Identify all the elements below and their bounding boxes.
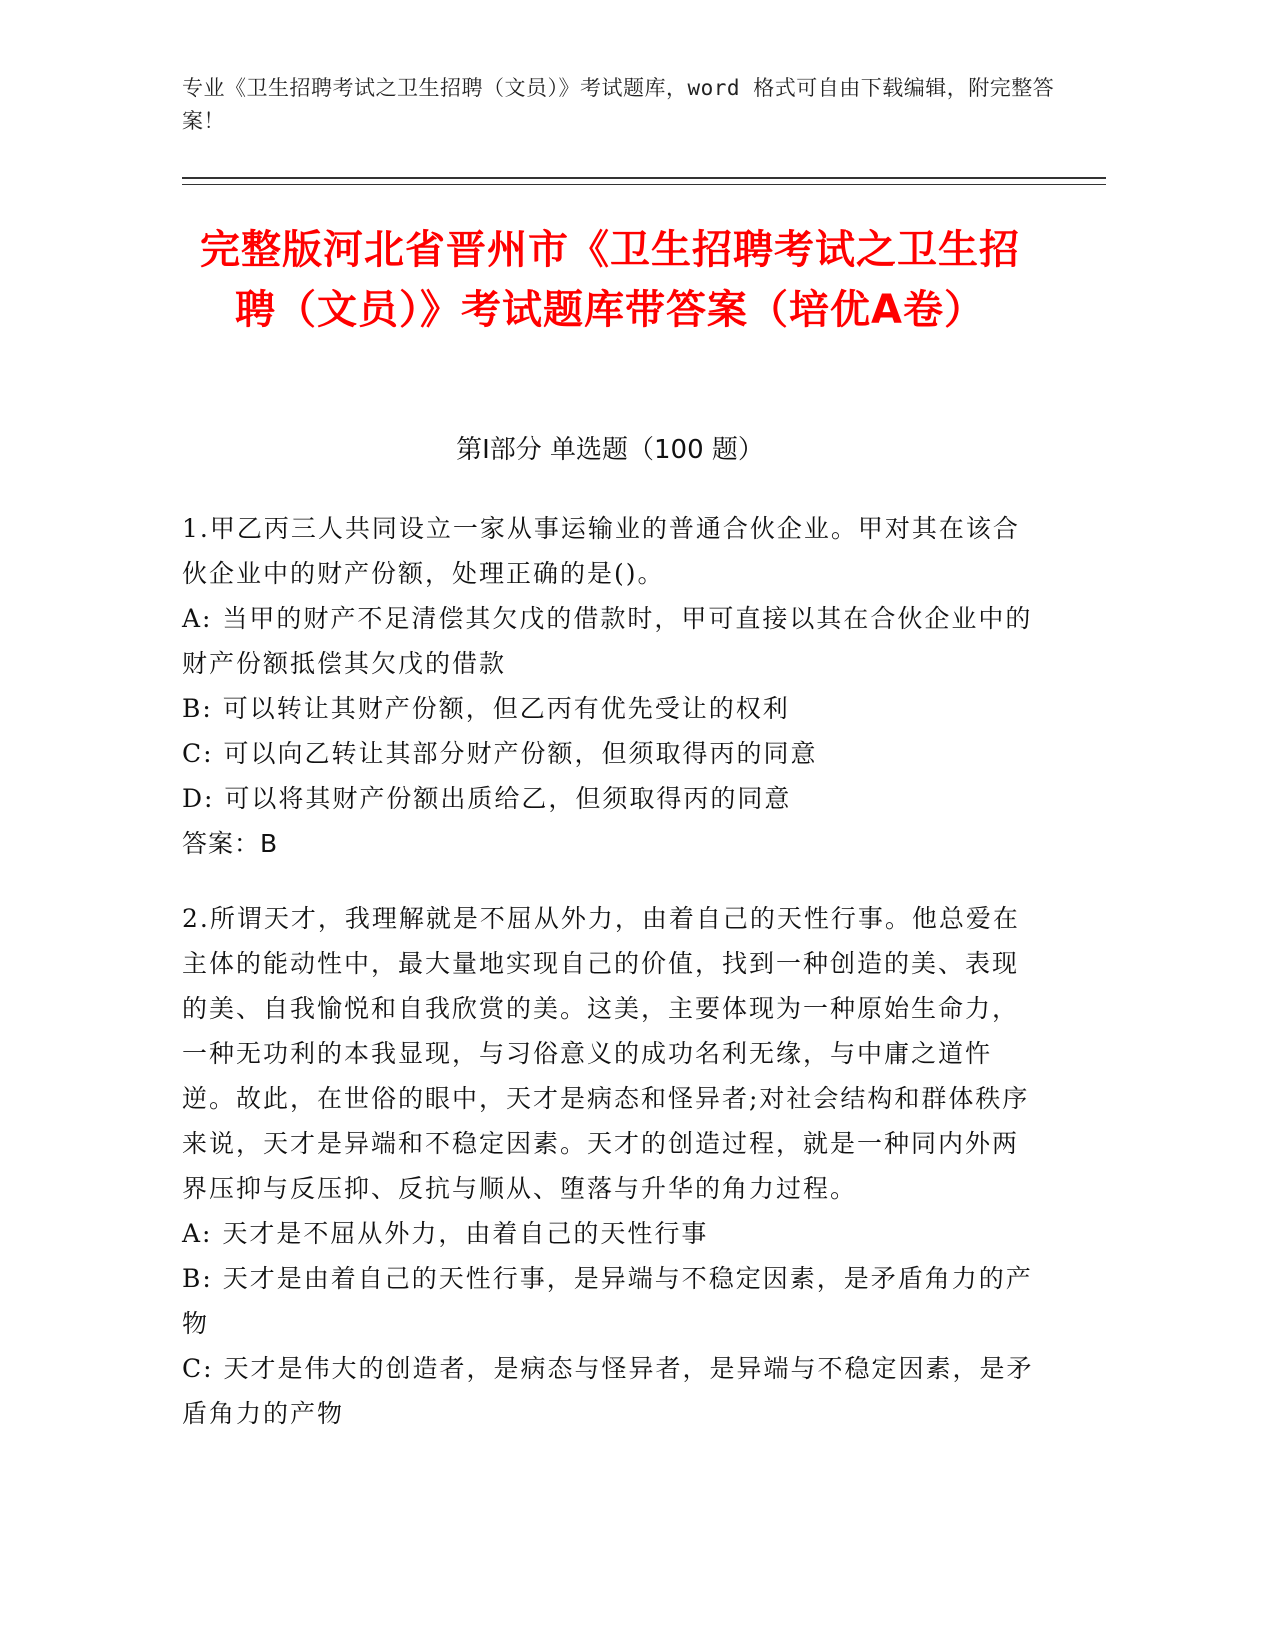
option-c: C: 天才是伟大的创造者，是病态与怪异者，是异端与不稳定因素，是矛盾角力的产物: [182, 1354, 1034, 1428]
question-1: [182, 506, 1042, 866]
header-divider-thin: [182, 184, 1106, 185]
option-b: B: 可以转让其财产份额，但乙丙有优先受让的权利: [182, 694, 790, 723]
question-2: [182, 896, 1042, 1436]
option-b: B: 天才是由着自己的天性行事，是异端与不稳定因素，是矛盾角力的产物: [182, 1264, 1033, 1338]
question-stem: 1.甲乙丙三人共同设立一家从事运输业的普通合伙企业。甲对其在该合伙企业中的财产份额，处理正确的是()。: [182, 514, 1020, 588]
section-heading: 第Ⅰ部分 单选题（100 题）: [456, 435, 764, 465]
option-a: A: 天才是不屈从外力，由着自己的天性行事: [182, 1219, 709, 1248]
option-d: D: 可以将其财产份额出质给乙，但须取得丙的同意: [182, 784, 792, 813]
question-stem: 2.所谓天才，我理解就是不屈从外力，由着自己的天性行事。他总爱在主体的能动性中，最大量地实现自己的价值，找到一种创造的美、表现的美、自我愉悦和自我欣赏的美。这美，主要体现为一种原始生命力，一种无功利的本我显现，与习俗意义的成功名利无缘，与中庸之道忤逆。故此，在世俗的眼中，天才是病态和怪异者;对社会结构和群体秩序来说，天才是异端和不稳定因素。天才的创造过程，就是一种同内外两界压抑与反压抑、反抗与顺从、堕落与升华的角力过程。: [182, 904, 1030, 1203]
document-title: 完整版河北省晋州市《卫生招聘考试之卫生招聘（文员）》考试题库带答案（培优A卷）: [200, 227, 1020, 333]
header-note: 专业《卫生招聘考试之卫生招聘（文员）》考试题库，word 格式可自由下载编辑，附完整答案！: [182, 76, 1055, 133]
answer-line: 答案：B: [182, 829, 279, 858]
option-c: C: 可以向乙转让其部分财产份额，但须取得丙的同意: [182, 739, 818, 768]
option-a: A: 当甲的财产不足清偿其欠戊的借款时，甲可直接以其在合伙企业中的财产份额抵偿其欠戊的借款: [182, 604, 1033, 678]
header-divider-thick: [182, 177, 1106, 179]
